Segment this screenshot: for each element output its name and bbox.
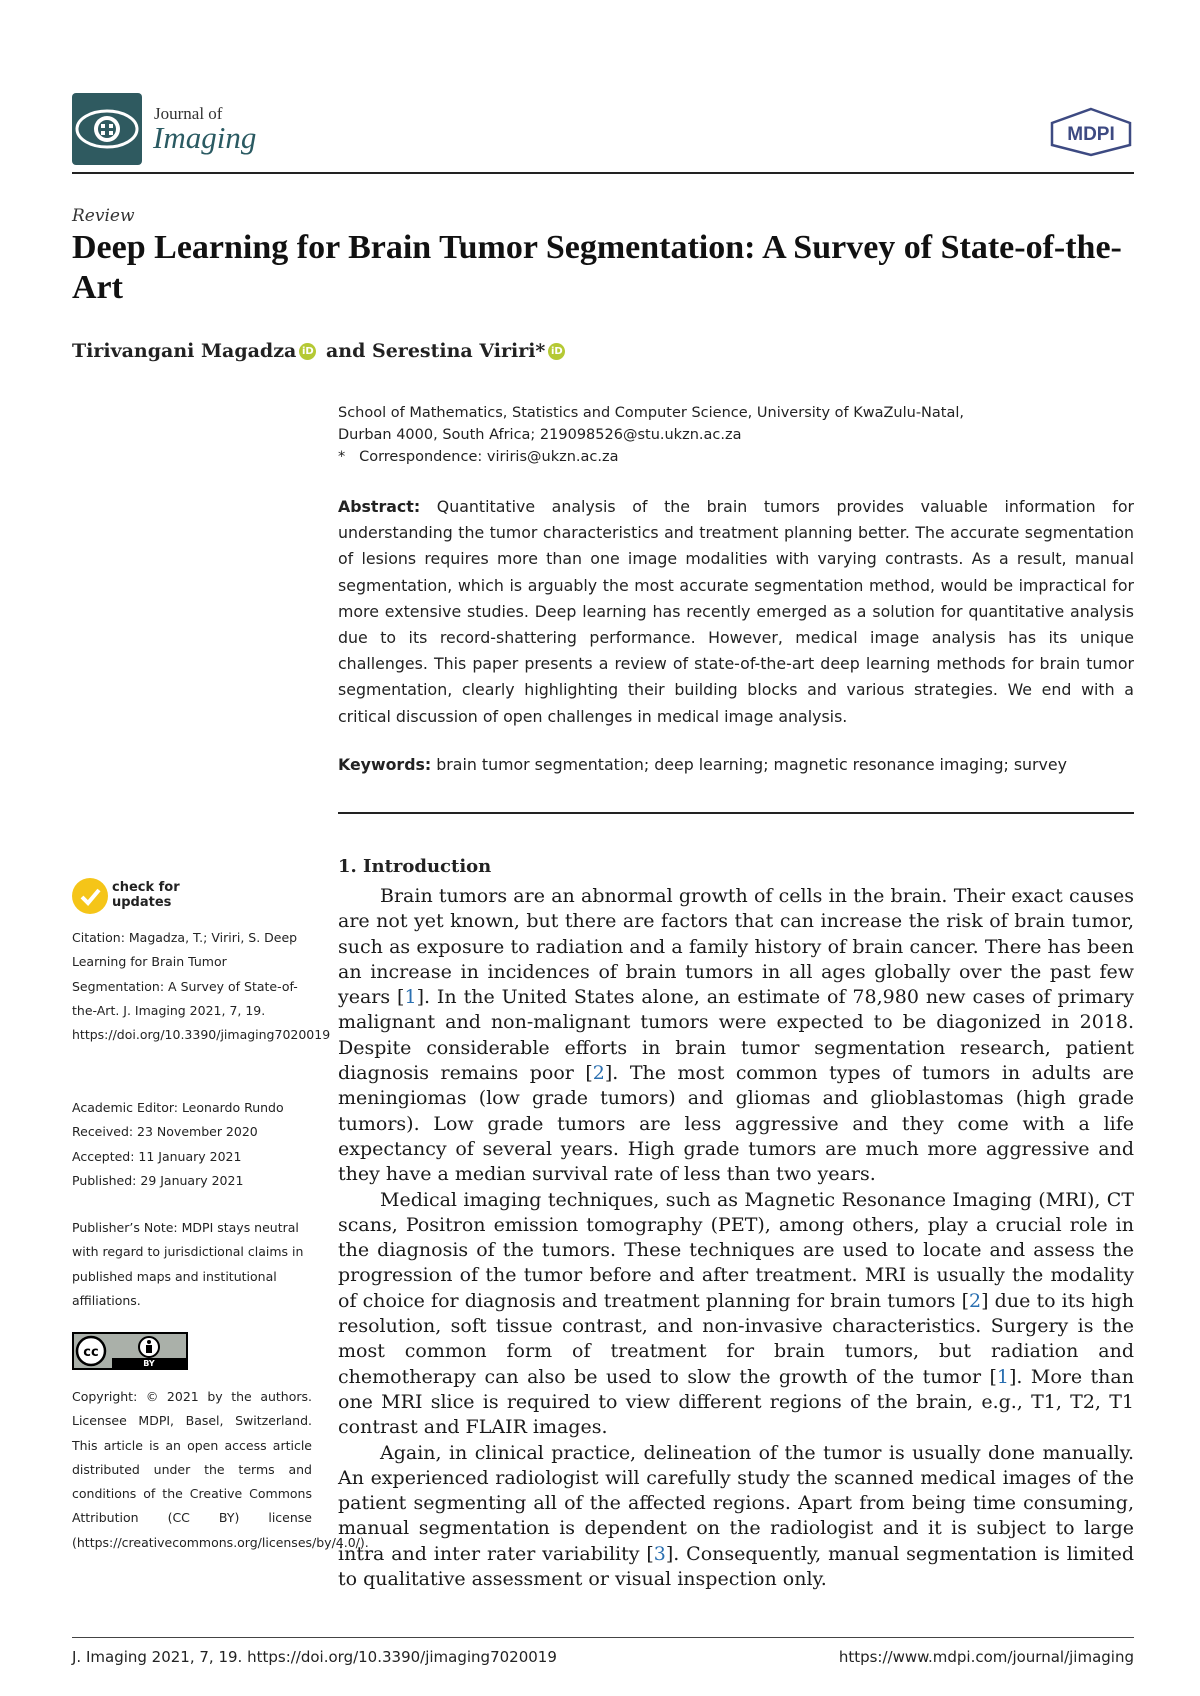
section-heading: 1. Introduction <box>338 856 492 877</box>
svg-text:cc: cc <box>83 1345 99 1360</box>
paper-title: Deep Learning for Brain Tumor Segmentation: A Survey of State-of-the-Art <box>72 229 1122 306</box>
copyright-note: Copyright: © 2021 by the authors. Licensee MDPI, Basel, Switzerland. This article is an open access article distributed under the terms and conditions of the Creative Commons Attribution (CC BY) license (https://creativecommons.org/licenses/by/4.0/). <box>72 1389 369 1550</box>
keywords-block <box>338 755 1134 774</box>
footer-journal-url[interactable]: https://www.mdpi.com/journal/jimaging <box>838 1648 1134 1666</box>
header-divider <box>72 172 1134 174</box>
body-paragraph <box>338 1441 1134 1593</box>
citation-note: Citation: Magadza, T.; Viriri, S. Deep Learning for Brain Tumor Segmentation: A Survey of State-of-the-Art. J. Imaging 2021, 7, 19. https://doi.org/10.3390/jimaging7020019 <box>72 930 331 1043</box>
cc-badge-body <box>74 1334 186 1368</box>
body-text-span: ]. Consequently, manual segmentation is limited to qualitative assessment or visual inspection only. <box>338 1542 1135 1591</box>
mdpi-logo-text: MDPI <box>1067 124 1115 145</box>
author-list <box>72 340 568 362</box>
keywords-label: Keywords: <box>338 755 432 774</box>
body-text-span: ]. In the United States alone, an estimate of 78,980 new cases of primary malignant and non-malignant tumors were expected to be diagonized in 2018. Despite considerable efforts in brain tumor segmentation research, patient diagnosis remains poor [ <box>338 986 1134 1085</box>
author-connector: and <box>325 340 366 362</box>
author-name[interactable]: Serestina Viriri <box>372 340 536 362</box>
footer-divider <box>72 1637 1134 1638</box>
abstract-label: Abstract: <box>338 497 421 516</box>
abstract-divider <box>338 812 1134 814</box>
published-date: Published: 29 January 2021 <box>72 1172 244 1188</box>
accepted-date: Accepted: 11 January 2021 <box>72 1148 242 1164</box>
orcid-icon[interactable]: iD <box>299 343 316 360</box>
check-icon <box>72 878 108 914</box>
citation-link[interactable]: 2 <box>969 1289 982 1312</box>
svg-text:BY: BY <box>143 1359 155 1368</box>
body-text-span: ]. The most common types of tumors in adults are meningiomas (low grade tumors) and gliomas and glioblastomas (high grade tumors). Low grade tumors are less aggressive and they come with a life expectancy of several years. High grade tumors are much more aggressive and they have a median survival rate of less than two years. <box>338 1062 1134 1186</box>
body-text-span: Medical imaging techniques, such as Magnetic Resonance Imaging (MRI), CT scans, Positron emission tomography (PET), among others, play a crucial role in the diagnosis of the tumors. These techniques are used to locate and assess the progression of the tumor before and after treatment. MRI is usually the modality of choice for diagnosis and treatment planning for brain tumors [ <box>338 1188 1134 1312</box>
eye-logo-icon <box>72 93 142 165</box>
citation-link[interactable]: 1 <box>404 986 417 1009</box>
publisher-note: Publisher’s Note: MDPI stays neutral with regard to jurisdictional claims in published maps and institutional affiliations. <box>72 1220 304 1308</box>
body-text-span: Brain tumors are an abnormal growth of cells in the brain. Their exact causes are not yet known, but there are factors that can increase the risk of brain tumor, such as exposure to radiation and a family history of brain cancer. There has been an increase in incidences of brain tumors in all ages globally over the past few years [ <box>338 885 1134 1009</box>
correspondence-line: * Correspondence: viriris@ukzn.ac.za <box>338 449 619 465</box>
abstract-text: Quantitative analysis of the brain tumors provides valuable information for understanding the tumor characteristics and treatment planning better. The accurate segmentation of lesions requires more than one image modalities with varying contrasts. As a result, manual segmentation, which is arguably the most accurate segmentation method, would be impractical for more extensive studies. Deep learning has recently emerged as a solution for quantitative analysis due to its record-shattering performance. However, medical image analysis has its unique challenges. This paper presents a review of state-of-the-art deep learning methods for brain tumor segmentation, clearly highlighting their building blocks and various strategies. We end with a critical discussion of open challenges in medical image analysis. <box>338 497 1134 726</box>
cc-by-license-badge[interactable] <box>72 1332 188 1370</box>
body-text-span: ]. More than one MRI slice is required to view different regions of the brain, e.g., T1, T2, T1 contrast and FLAIR images. <box>338 1365 1134 1439</box>
received-date: Received: 23 November 2020 <box>72 1124 258 1140</box>
corresponding-mark: * <box>535 340 546 362</box>
keywords-text: brain tumor segmentation; deep learning; magnetic resonance imaging; survey <box>436 755 1067 774</box>
author-name[interactable]: Tirivangani Magadza <box>72 340 297 362</box>
citation-link[interactable]: 3 <box>653 1542 666 1565</box>
affiliation-line: Durban 4000, South Africa; 219098526@stu.ukzn.ac.za <box>338 427 742 443</box>
publication-dates <box>72 1096 312 1193</box>
abstract-block <box>338 494 1134 730</box>
body-text-span: Again, in clinical practice, delineation of the tumor is usually done manually. An experienced radiologist will carefully study the scanned medical images of the patient segmenting all of the affected regions. Apart from being time consuming, manual segmentation is dependent on the radiologist and it is subject to large intra and inter rater variability [ <box>338 1441 1134 1565</box>
affiliation-block <box>338 402 1128 468</box>
journal-name: Imaging <box>153 120 257 155</box>
body-paragraph <box>338 1188 1134 1441</box>
journal-of-label: Journal of <box>154 104 223 123</box>
affiliation-line: School of Mathematics, Statistics and Computer Science, University of KwaZulu-Natal, <box>338 405 964 421</box>
check-for-updates-label: check for updates <box>112 880 180 910</box>
creative-commons-icon <box>74 1334 186 1368</box>
academic-editor: Academic Editor: Leonardo Rundo <box>72 1100 284 1115</box>
citation-link[interactable]: 1 <box>996 1365 1009 1388</box>
check-for-updates-badge[interactable] <box>72 878 182 918</box>
citation-link[interactable]: 2 <box>592 1062 605 1085</box>
mdpi-logo-icon <box>1048 107 1134 157</box>
body-text-span: ] due to its high resolution, soft tissue contrast, and non-invasive characteristics. Surgery is the most common form of treatment for brain tumors, but radiation and chemotherapy can also be used to slow the growth of the tumor [ <box>338 1289 1134 1388</box>
article-type: Review <box>72 206 135 226</box>
journal-logo <box>72 93 142 165</box>
body-paragraph <box>338 884 1134 1188</box>
footer-citation[interactable]: J. Imaging 2021, 7, 19. https://doi.org/10.3390/jimaging7020019 <box>72 1648 557 1666</box>
section-body <box>338 884 1134 1592</box>
mdpi-logo[interactable] <box>1048 107 1134 157</box>
orcid-icon[interactable]: iD <box>548 343 565 360</box>
